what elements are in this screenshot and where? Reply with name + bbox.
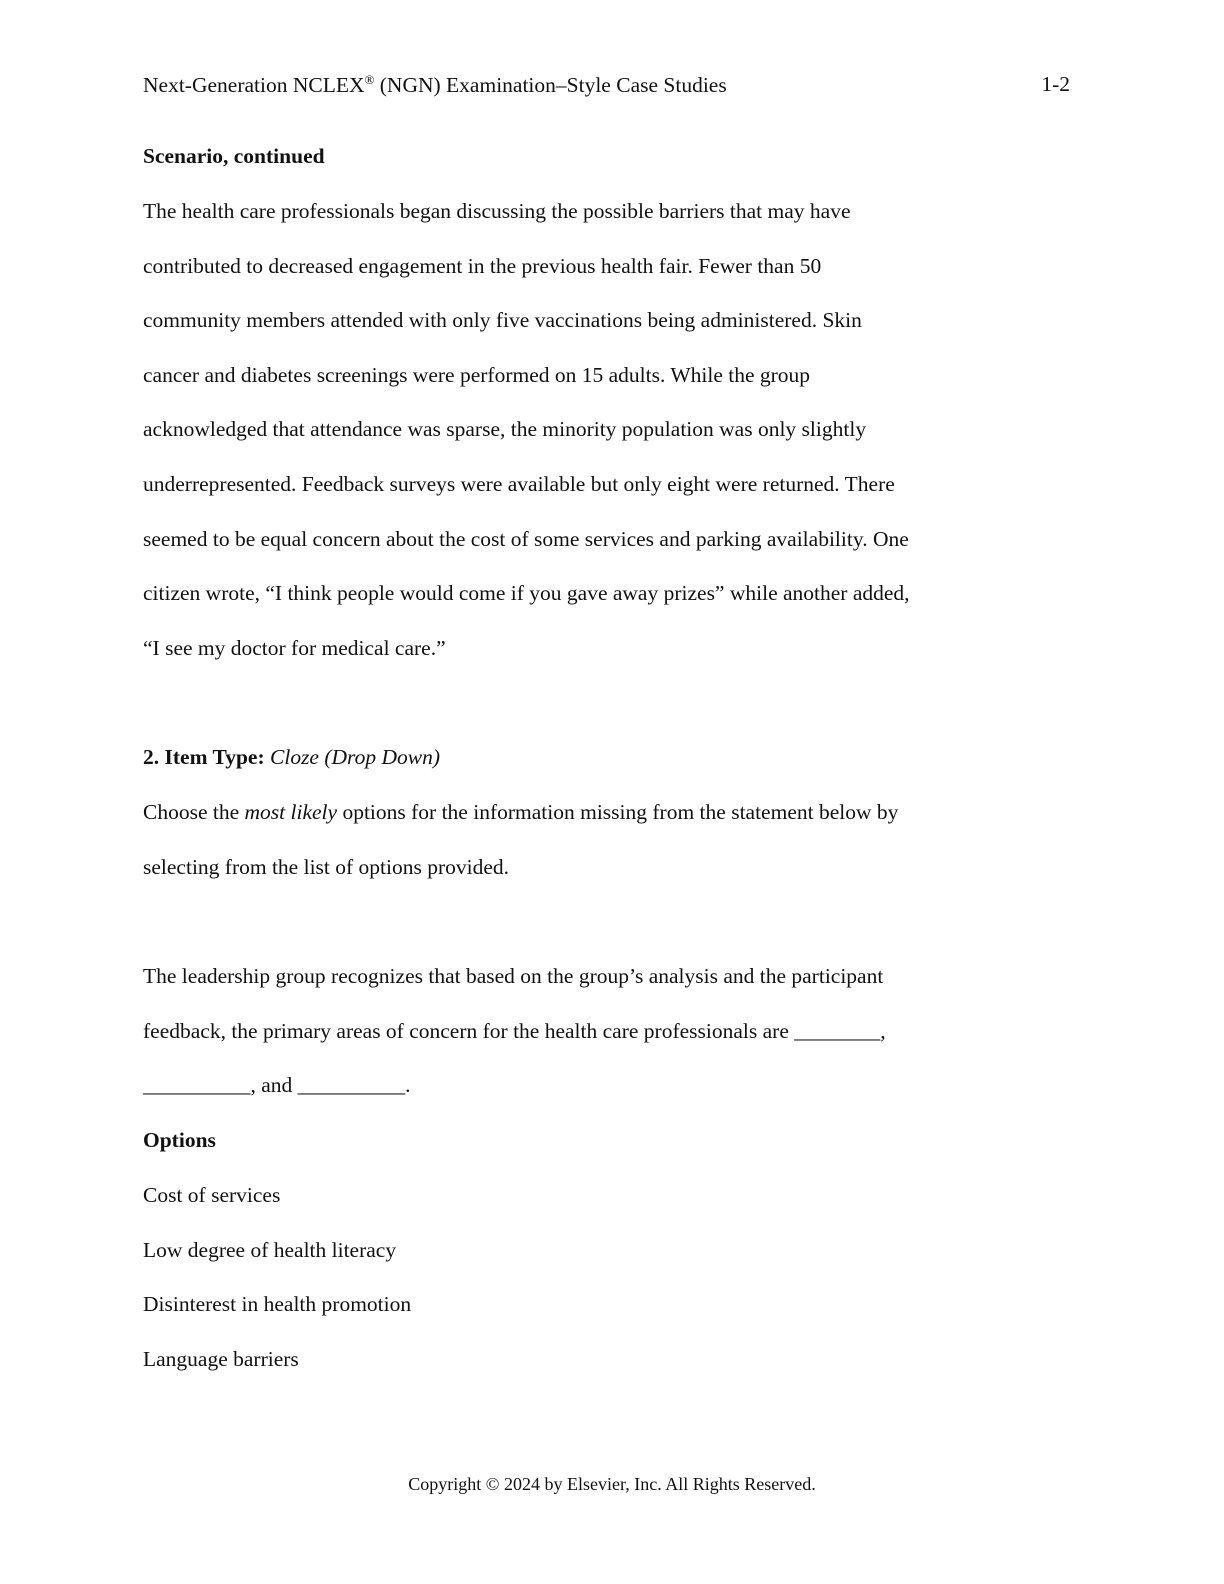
option-item: Cost of services [143,1183,281,1207]
option-item: Language barriers [143,1346,299,1371]
scenario-line: community members attended with only five vaccinations being administered. Skin [143,308,862,333]
footer-copyright: Copyright © 2024 by Elsevier, Inc. All Rights Reserved. [408,1474,816,1494]
instructions-line2: selecting from the list of options provided. [143,855,510,879]
scenario-line: The health care professionals began discussing the possible barriers that may have [143,199,851,223]
statement-line: __________, and __________. [143,1073,411,1098]
header-title: Next-Generation NCLEX® (NGN) Examination–Style Case Studies [143,72,727,98]
scenario-line: citizen wrote, “I think people would come if you gave away prizes” while another added, [143,581,910,606]
instructions: Choose the most likely options for the information missing from the statement below by [143,800,899,824]
page-number: 1-2 [1041,72,1070,96]
item-heading: 2. Item Type: Cloze (Drop Down) [143,745,441,769]
option-item: Disinterest in health promotion [143,1292,412,1317]
options-heading: Options [143,1128,216,1152]
scenario-line: cancer and diabetes screenings were performed on 15 adults. While the group [143,362,811,387]
option-item: Low degree of health literacy [143,1237,397,1262]
scenario-heading: Scenario, continued [143,144,325,168]
page-header [143,72,1070,98]
scenario-line: seemed to be equal concern about the cost of some services and parking availability. One [143,526,909,551]
scenario-line: underrepresented. Feedback surveys were available but only eight were returned. There [143,472,895,496]
statement-line: The leadership group recognizes that based on the group’s analysis and the participant [143,964,884,988]
scenario-line: contributed to decreased engagement in the previous health fair. Fewer than 50 [143,253,822,278]
scenario-line: acknowledged that attendance was sparse, the minority population was only slightly [143,417,867,442]
statement-line: feedback, the primary areas of concern for the health care professionals are ________, [143,1018,886,1043]
scenario-line: “I see my doctor for medical care.” [143,635,446,660]
